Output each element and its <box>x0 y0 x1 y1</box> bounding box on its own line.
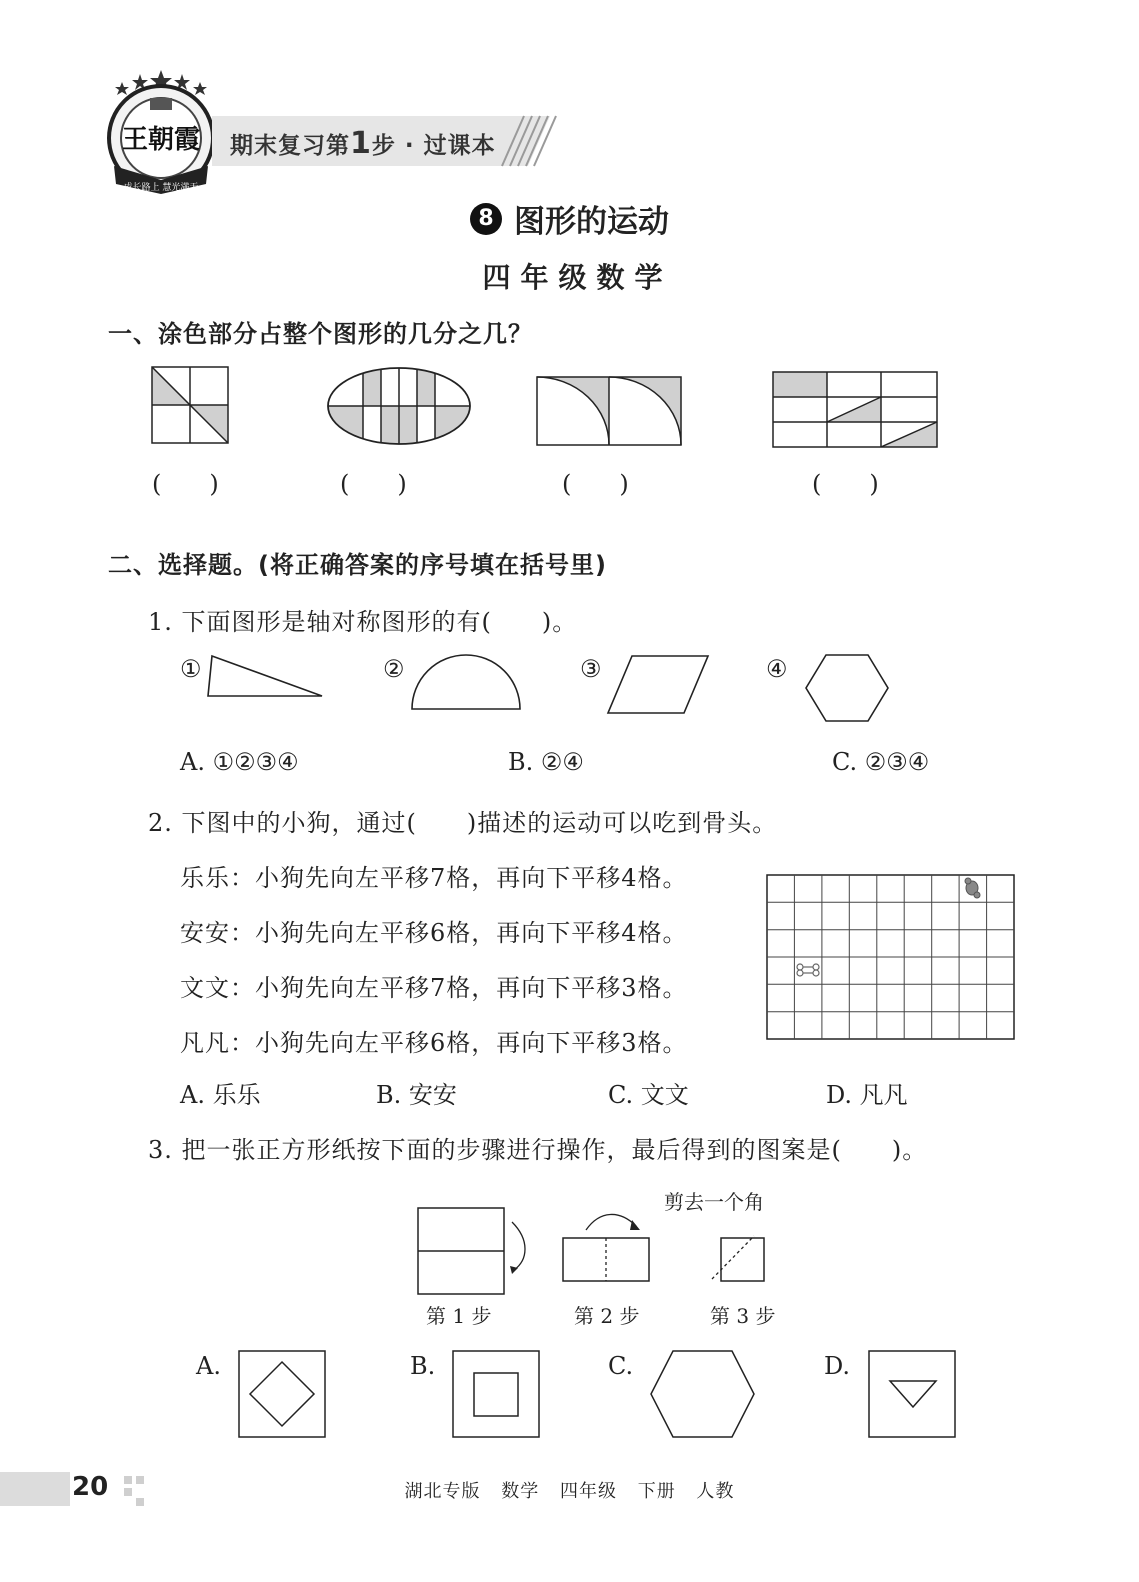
answer-blank-1[interactable]: ( ) <box>152 470 219 498</box>
fraction-figure-1 <box>152 367 228 443</box>
svg-text:成长路上 慧光满天: 成长路上 慧光满天 <box>123 183 199 193</box>
semicircle-shape <box>412 655 520 709</box>
fraction-figure-4 <box>773 372 937 447</box>
triangle-shape <box>208 656 322 696</box>
q2-option-b[interactable]: B. 安安 <box>376 1081 457 1109</box>
option-d-figure <box>869 1351 955 1437</box>
question-3-text: 3. 把一张正方形纸按下面的步骤进行操作，最后得到的图案是( )。 <box>148 1136 928 1164</box>
page-number: 20 <box>72 1472 109 1502</box>
question-1-text: 1. 下面图形是轴对称图形的有( )。 <box>148 608 578 636</box>
step-1-figure <box>418 1208 525 1294</box>
hexagon-shape <box>806 655 888 721</box>
q3-option-a-label[interactable]: A. <box>196 1352 221 1380</box>
q2-option-a[interactable]: A. 乐乐 <box>180 1081 261 1109</box>
statement-fanfan: 凡凡：小狗先向左平移6格，再向下平移3格。 <box>180 1029 688 1057</box>
unit-title: 图形的运动 <box>514 204 669 240</box>
answer-blank-4[interactable]: ( ) <box>812 470 879 498</box>
statement-lele: 乐乐：小狗先向左平移7格，再向下平移4格。 <box>180 864 688 892</box>
step-3-label: 第 3 步 <box>710 1304 776 1328</box>
q2-option-d[interactable]: D. 凡凡 <box>826 1081 908 1109</box>
publisher-badge-logo <box>100 68 222 198</box>
option-b-figure <box>453 1351 539 1437</box>
answer-blank-2[interactable]: ( ) <box>340 470 407 498</box>
step-3-figure <box>712 1236 764 1281</box>
step-2-figure <box>563 1214 649 1281</box>
shape-label-2: ② <box>383 655 406 683</box>
q3-option-c-label[interactable]: C. <box>608 1352 634 1380</box>
shape-label-4: ④ <box>766 655 789 683</box>
q3-answer-figures <box>230 1345 970 1445</box>
step-1-label: 第 1 步 <box>426 1304 492 1328</box>
q1-option-b[interactable]: B. ②④ <box>508 748 584 776</box>
q3-option-b-label[interactable]: B. <box>410 1352 436 1380</box>
option-c-figure <box>651 1351 754 1437</box>
symmetry-shapes <box>200 650 900 730</box>
statement-anan: 安安：小狗先向左平移6格，再向下平移4格。 <box>180 919 688 947</box>
section2-title: 二、选择题。(将正确答案的序号填在括号里) <box>108 551 607 579</box>
cut-corner-label: 剪去一个角 <box>664 1190 764 1214</box>
q2-option-c[interactable]: C. 文文 <box>608 1081 689 1109</box>
unit-heading <box>0 196 1139 241</box>
shape-label-3: ③ <box>580 655 603 683</box>
step-2-label: 第 2 步 <box>574 1304 640 1328</box>
fraction-figures <box>140 360 960 460</box>
unit-number-badge: 8 <box>470 203 502 235</box>
shape-label-1: ① <box>180 655 203 683</box>
dog-bone-grid <box>766 874 1016 1042</box>
fraction-figure-2 <box>327 367 472 447</box>
answer-blank-3[interactable]: ( ) <box>562 470 629 498</box>
page-subtitle: 四年级数学 <box>482 261 673 294</box>
question-2-text: 2. 下图中的小狗，通过( )描述的运动可以吃到骨头。 <box>148 809 778 837</box>
q1-option-a[interactable]: A. ①②③④ <box>180 748 299 776</box>
q3-option-d-label[interactable]: D. <box>824 1352 851 1380</box>
footer-publication-info: 湖北专版 数学 四年级 下册 人教 <box>404 1481 735 1502</box>
svg-text:王朝霞: 王朝霞 <box>121 125 201 155</box>
header-banner-title: 期末复习第1步 · 过课本 <box>230 126 496 161</box>
parallelogram-shape <box>608 656 708 713</box>
option-a-figure <box>239 1351 325 1437</box>
fraction-figure-3 <box>537 377 681 445</box>
section1-title: 一、涂色部分占整个图形的几分之几？ <box>108 320 533 348</box>
folding-steps <box>410 1200 780 1300</box>
q1-option-c[interactable]: C. ②③④ <box>832 748 930 776</box>
statement-wenwen: 文文：小狗先向左平移7格，再向下平移3格。 <box>180 974 688 1002</box>
